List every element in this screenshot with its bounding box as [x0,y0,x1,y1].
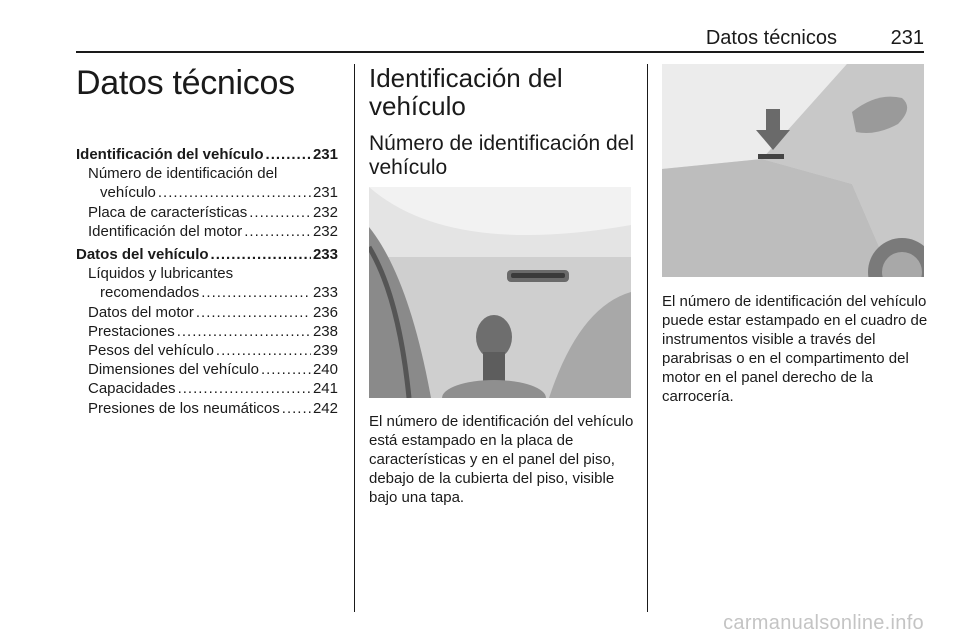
toc-label: Placa de características [88,203,248,221]
toc-page: 239 [312,342,338,360]
toc-leader [158,183,311,202]
toc-page: 238 [312,322,338,340]
toc-leader [178,379,311,398]
toc-label: Pesos del vehículo [88,342,214,360]
toc-group-vehicle-identification[interactable] [76,145,338,164]
toc-page: 231 [312,184,338,202]
toc-label: Capacidades [88,380,176,398]
toc-page: 232 [312,203,338,221]
paragraph-vin-alternative: El número de identificación del vehículo puede estar estampado en el cuadro de instrumentos visible a través del parabrisas o en el compartimento del motor en el panel derecho de la carrocería. [662,293,928,405]
toc-item-fluids-line1[interactable]: Líquidos y lubricantes [88,265,234,283]
toc-item-capacities[interactable] [76,379,338,398]
toc-page: 236 [312,303,338,321]
toc-item-vin[interactable] [76,183,338,202]
interior-floor-illustration [369,187,631,398]
toc-label: Datos del vehículo [76,246,209,264]
section-title: Identificación del vehículo [369,63,563,121]
subsection-title: Número de identificación del vehículo [369,132,634,179]
toc-leader [211,245,311,264]
toc-label: Identificación del motor [88,222,243,240]
toc-item-vehicle-weights[interactable] [76,341,338,360]
toc-item-engine-data[interactable] [76,303,338,322]
toc-item-vin-line1[interactable]: Número de identificación del [88,165,278,183]
toc-label: Prestaciones [88,322,175,340]
column-divider-1 [354,64,355,612]
toc-leader [196,303,311,322]
table-of-contents [76,145,338,418]
page-number: 231 [890,27,924,49]
toc-label: Presiones de los neumáticos [88,399,280,417]
toc-item-fluids[interactable] [76,283,338,302]
toc-leader [282,399,311,418]
toc-leader [201,283,311,302]
chapter-title: Datos técnicos [76,64,295,102]
toc-item-performance[interactable] [76,322,338,341]
toc-group-vehicle-data[interactable] [76,245,338,264]
toc-leader [216,341,311,360]
toc-label: Datos del motor [88,303,194,321]
running-header-title: Datos técnicos [705,27,837,49]
toc-leader [249,203,311,222]
toc-label: vehículo [100,184,156,202]
toc-page: 240 [312,361,338,379]
toc-label: Identificación del vehículo [76,146,264,163]
toc-leader [244,222,311,241]
toc-item-tyre-pressures[interactable] [76,399,338,418]
toc-page: 242 [312,399,338,417]
toc-page: 241 [312,380,338,398]
toc-item-identification-plate[interactable] [76,203,338,222]
toc-item-engine-identification[interactable] [76,222,338,241]
header-rule [76,51,924,53]
paragraph-vin-location: El número de identificación del vehículo está estampado en la placa de características y en el panel del piso, debajo de la cubierta del piso, visible bajo una tapa. [369,413,634,506]
windscreen-vin-illustration [662,64,924,277]
toc-label: Dimensiones del vehículo [88,361,259,379]
toc-label: recomendados [100,284,200,302]
toc-leader [177,322,311,341]
column-divider-2 [647,64,648,612]
toc-page: 231 [312,146,338,163]
toc-page: 233 [312,284,338,302]
watermark: carmanualsonline.info [723,612,924,634]
toc-page: 232 [312,222,338,240]
toc-item-vehicle-dimensions[interactable] [76,360,338,379]
toc-leader [266,145,311,164]
toc-page: 233 [312,246,338,264]
toc-leader [261,360,311,379]
